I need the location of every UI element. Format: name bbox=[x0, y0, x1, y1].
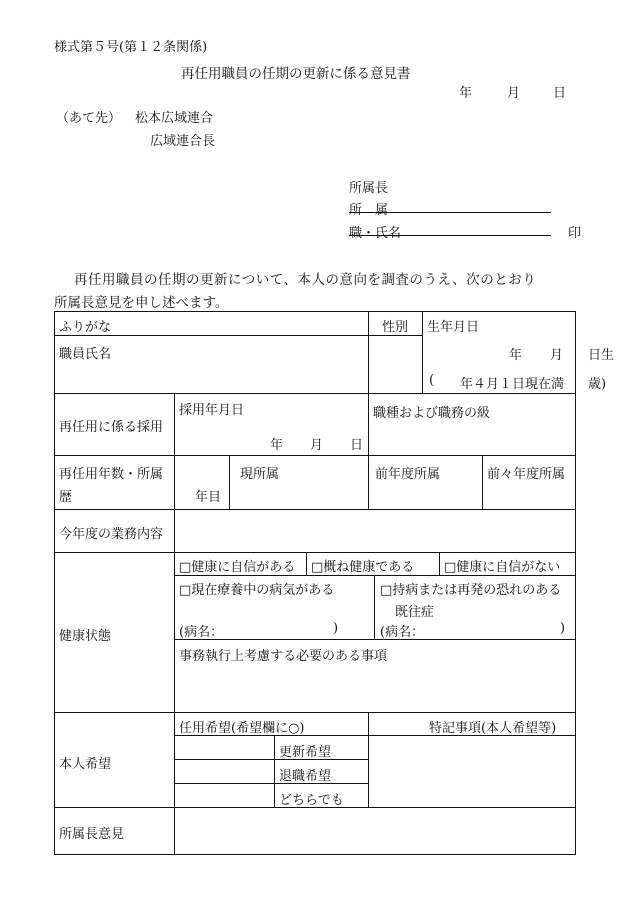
years-label-line1: 再任用年数・所属 bbox=[59, 467, 164, 482]
wish-retire-cell bbox=[275, 760, 369, 784]
years-unit: 年目 bbox=[195, 490, 222, 505]
birth-date-cell[interactable] bbox=[423, 312, 615, 394]
disease-name-label-2: (病名： bbox=[380, 625, 425, 640]
seal-mark: 印 bbox=[568, 226, 582, 241]
intro-line-2: 所属長意見を申し述べます。 bbox=[54, 295, 229, 311]
dept-underline bbox=[349, 212, 551, 213]
job-grade-label: 職種および職務の級 bbox=[373, 406, 491, 421]
wish-header: 任用希望(希望欄に○) bbox=[179, 721, 305, 736]
prev2-dept-label: 前々年度所属 bbox=[487, 467, 566, 482]
employee-name-label: 職員氏名 bbox=[59, 346, 112, 362]
manager-opinion-label: 所属長意見 bbox=[59, 827, 125, 842]
wish-retire-mark[interactable] bbox=[175, 760, 275, 784]
furigana-cell[interactable] bbox=[55, 312, 369, 336]
wish-renew-label: 更新希望 bbox=[279, 745, 332, 760]
notes-header: 特記事項(本人希望等) bbox=[429, 721, 557, 736]
date-year-label: 年 bbox=[459, 86, 473, 101]
illness-chronic-option-line2: 既往症 bbox=[395, 605, 435, 620]
hire-month-unit: 月 bbox=[310, 438, 324, 453]
disease-name-close-2: ) bbox=[560, 621, 566, 636]
illness-current-option[interactable]: □現在療養中の病気がある bbox=[179, 583, 335, 598]
prev-dept-cell[interactable] bbox=[369, 456, 483, 510]
disease-name-label-1: (病名： bbox=[179, 625, 224, 640]
health-label: 健康状態 bbox=[59, 629, 112, 644]
current-dept-label: 現所属 bbox=[240, 467, 280, 482]
form-table bbox=[54, 311, 615, 855]
wish-either-cell bbox=[275, 784, 369, 808]
rehire-label: 再任用に係る採用 bbox=[59, 420, 164, 435]
dept-label: 所 属 bbox=[349, 203, 389, 218]
prev-dept-label: 前年度所属 bbox=[375, 467, 441, 482]
wish-header-cell bbox=[175, 713, 369, 736]
age-unit: 歳) bbox=[588, 377, 607, 392]
furigana-label: ふりがな bbox=[59, 320, 112, 335]
wish-either-label: どちらでも bbox=[279, 793, 344, 808]
health-block bbox=[175, 553, 576, 713]
manager-opinion-value-cell[interactable] bbox=[175, 808, 576, 855]
hire-date-cell[interactable] bbox=[175, 394, 369, 456]
health-divider-2 bbox=[439, 553, 440, 575]
illness-divider bbox=[374, 575, 375, 639]
birth-day-unit: 日生 bbox=[588, 348, 615, 363]
health-option-not-confident[interactable]: □健康に自信がない bbox=[444, 560, 561, 575]
wish-label-cell bbox=[55, 713, 175, 808]
years-count-cell[interactable] bbox=[175, 456, 230, 510]
addressee-prefix: （あて先） bbox=[56, 111, 122, 126]
birth-month-unit: 月 bbox=[550, 348, 564, 363]
hire-year-unit: 年 bbox=[270, 438, 284, 453]
name-underline bbox=[349, 235, 551, 236]
name-label: 職・氏名 bbox=[349, 226, 402, 241]
date-day-label: 日 bbox=[553, 86, 567, 101]
health-label-cell bbox=[55, 553, 175, 713]
intro-line-1: 再任用職員の任期の更新について、本人の意向を調査のうえ、次のとおり bbox=[74, 272, 537, 288]
duties-label-cell bbox=[55, 510, 175, 553]
wish-retire-label: 退職希望 bbox=[279, 769, 332, 784]
form-number: 様式第５号(第１２条関係) bbox=[54, 40, 208, 55]
birth-year-unit: 年 bbox=[509, 348, 523, 363]
addressee-role: 広域連合長 bbox=[150, 134, 216, 149]
wish-renew-cell bbox=[275, 736, 369, 760]
notes-value-cell[interactable] bbox=[369, 736, 576, 808]
gender-label: 性別 bbox=[382, 320, 409, 335]
health-option-confident[interactable]: □健康に自信がある bbox=[179, 560, 296, 575]
hire-day-unit: 日 bbox=[350, 438, 364, 453]
sender-heading: 所属長 bbox=[349, 181, 389, 196]
wish-renew-mark[interactable] bbox=[175, 736, 275, 760]
age-open-paren: ( bbox=[429, 373, 435, 388]
prev2-dept-cell[interactable] bbox=[483, 456, 576, 510]
date-month-label: 月 bbox=[507, 86, 521, 101]
manager-opinion-label-cell bbox=[55, 808, 175, 855]
health-row-divider-1 bbox=[175, 575, 575, 576]
wish-either-mark[interactable] bbox=[175, 784, 275, 808]
wish-label: 本人希望 bbox=[59, 757, 112, 772]
work-considerations-label: 事務執行上考慮する必要のある事項 bbox=[179, 649, 388, 664]
health-option-mostly[interactable]: □概ね健康である bbox=[311, 560, 415, 575]
duties-label: 今年度の業務内容 bbox=[59, 527, 164, 542]
addressee-org: 松本広域連合 bbox=[135, 111, 214, 126]
health-row-divider-2 bbox=[175, 639, 575, 640]
disease-name-close-1: ) bbox=[333, 621, 339, 636]
rehire-label-cell bbox=[55, 394, 175, 456]
illness-chronic-option[interactable]: □持病または再発の恐れのある bbox=[380, 583, 562, 598]
duties-value-cell[interactable] bbox=[175, 510, 576, 553]
age-as-of-label: 年４月１日現在満 bbox=[460, 377, 565, 392]
current-dept-cell[interactable] bbox=[230, 456, 369, 510]
health-divider-1 bbox=[306, 553, 307, 575]
employee-name-cell[interactable] bbox=[55, 335, 369, 393]
hire-date-label: 採用年月日 bbox=[179, 403, 245, 418]
gender-value-cell[interactable] bbox=[369, 335, 423, 393]
document-title: 再任用職員の任期の更新に係る意見書 bbox=[181, 66, 411, 82]
job-grade-cell[interactable] bbox=[369, 394, 576, 456]
birth-date-label: 生年月日 bbox=[427, 320, 480, 335]
gender-header-cell bbox=[369, 312, 423, 336]
years-label-cell bbox=[55, 456, 175, 510]
years-label-line2: 歴 bbox=[59, 490, 73, 505]
notes-header-cell bbox=[369, 713, 576, 736]
